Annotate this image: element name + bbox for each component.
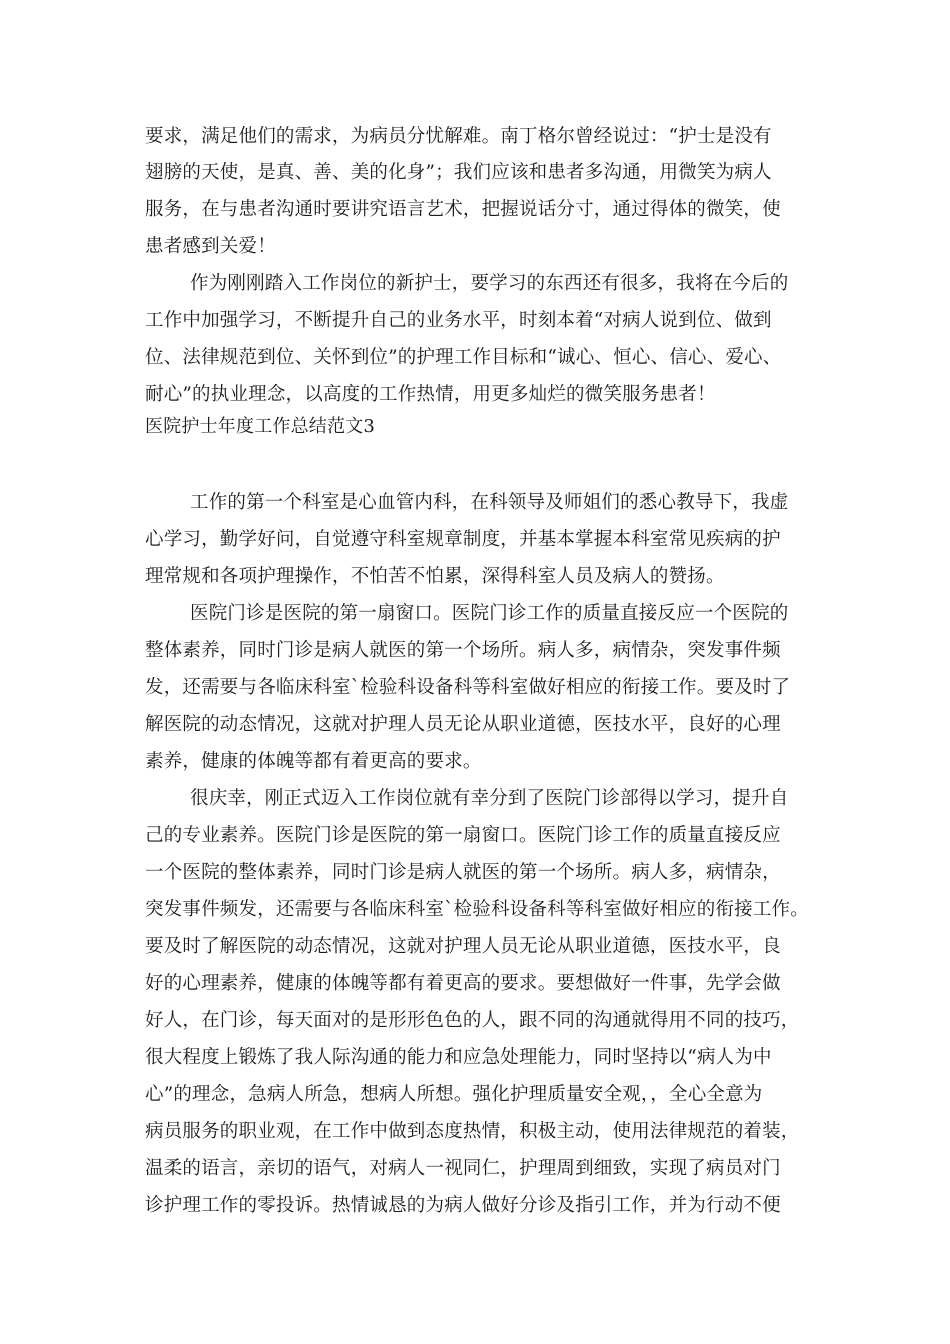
paragraph-line: 病员服务的职业观，在工作中做到态度热情，积极主动，使用法律规范的着装， [145, 1121, 800, 1142]
paragraph-line: 作为刚刚踏入工作岗位的新护士，要学习的东西还有很多，我将在今后的 [190, 273, 789, 294]
paragraph-line: 整体素养，同时门诊是病人就医的第一个场所。病人多，病情杂，突发事件频 [145, 640, 781, 661]
paragraph-line: 好的心理素养，健康的体魄等都有着更高的要求。要想做好一件事，先学会做 [145, 973, 781, 994]
paragraph-line: 患者感到关爱！ [145, 236, 276, 257]
paragraph-line: 很庆幸，刚正式迈入工作岗位就有幸分到了医院门诊部得以学习，提升自 [190, 788, 789, 809]
paragraph-line: 诊护理工作的零投诉。热情诚恳的为病人做好分诊及指引工作，并为行动不便 [145, 1195, 781, 1216]
paragraph-line: 要及时了解医院的动态情况，这就对护理人员无论从职业道德，医技水平，良 [145, 936, 781, 957]
paragraph-line: 发，还需要与各临床科室`检验科设备科等科室做好相应的衔接工作。要及时了 [145, 677, 791, 698]
paragraph-line: 心”的理念，急病人所急，想病人所想。强化护理质量安全观，，全心全意为 [145, 1084, 763, 1105]
paragraph-line: 解医院的动态情况，这就对护理人员无论从职业道德，医技水平，良好的心理 [145, 714, 781, 735]
paragraph-line: 工作的第一个科室是心血管内科，在科领导及师姐们的悉心教导下，我虚 [190, 492, 789, 513]
paragraph-line: 突发事件频发，还需要与各临床科室`检验科设备科等科室做好相应的衔接工作。 [145, 899, 809, 920]
section-title: 医院护士年度工作总结范文3 [145, 416, 376, 437]
paragraph-line: 医院门诊是医院的第一扇窗口。医院门诊工作的质量直接反应一个医院的 [190, 603, 789, 624]
paragraph-line: 素养，健康的体魄等都有着更高的要求。 [145, 751, 482, 772]
paragraph-line: 位、法律规范到位、关怀到位”的护理工作目标和“诚心、恒心、信心、爱心、 [145, 347, 782, 368]
paragraph-line: 己的专业素养。医院门诊是医院的第一扇窗口。医院门诊工作的质量直接反应 [145, 825, 781, 846]
paragraph-line: 耐心”的执业理念，以高度的工作热情，用更多灿烂的微笑服务患者！ [145, 384, 716, 405]
paragraph-line: 翅膀的天使，是真、善、美的化身”；我们应该和患者多沟通，用微笑为病人 [145, 162, 772, 183]
paragraph-line: 很大程度上锻炼了我人际沟通的能力和应急处理能力，同时坚持以“病人为中 [145, 1047, 772, 1068]
paragraph-line: 要求，满足他们的需求，为病员分忧解难。南丁格尔曾经说过：“护士是没有 [145, 126, 772, 147]
paragraph-line: 服务，在与患者沟通时要讲究语言艺术，把握说话分寸，通过得体的微笑，使 [145, 199, 781, 220]
paragraph-line: 好人，在门诊，每天面对的是形形色色的人，跟不同的沟通就得用不同的技巧， [145, 1010, 800, 1031]
paragraph-line: 温柔的语言，亲切的语气，对病人一视同仁，护理周到细致，实现了病员对门 [145, 1158, 781, 1179]
paragraph-line: 一个医院的整体素养，同时门诊是病人就医的第一个场所。病人多，病情杂， [145, 862, 781, 883]
paragraph-line: 理常规和各项护理操作，不怕苦不怕累，深得科室人员及病人的赞扬。 [145, 566, 725, 587]
paragraph-line: 心学习，勤学好问，自觉遵守科室规章制度，并基本掌握本科室常见疾病的护 [145, 529, 781, 550]
paragraph-line: 工作中加强学习，不断提升自己的业务水平，时刻本着“对病人说到位、做到 [145, 310, 772, 331]
